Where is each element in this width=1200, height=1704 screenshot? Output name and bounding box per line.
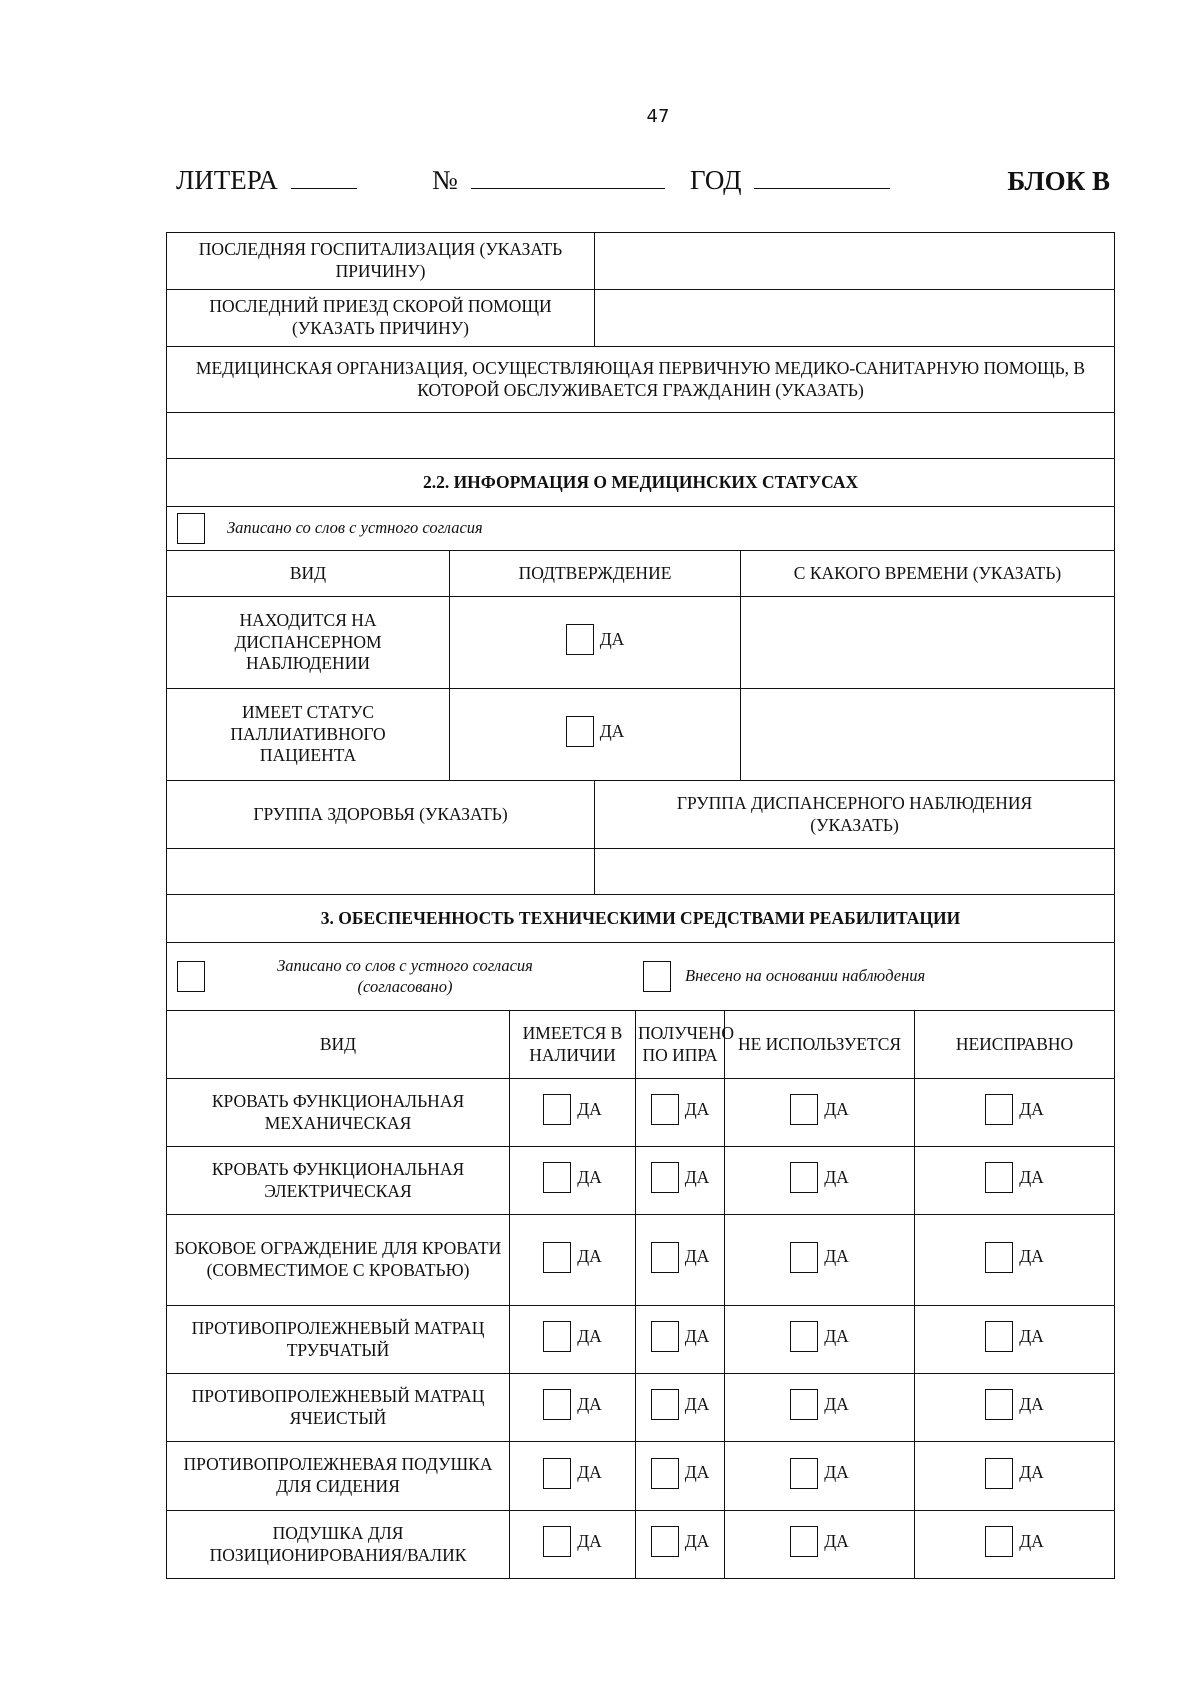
- yes-label: ДА: [684, 1530, 710, 1551]
- section-3-consent-row: [167, 943, 1115, 1011]
- broken-checkbox[interactable]: [985, 1162, 1013, 1193]
- item-label: ПОДУШКА ДЛЯ ПОЗИЦИОНИРОВАНИЯ/ВАЛИК: [167, 1511, 510, 1579]
- item-label: КРОВАТЬ ФУНКЦИОНАЛЬНАЯ ЭЛЕКТРИЧЕСКАЯ: [167, 1147, 510, 1215]
- have-checkbox[interactable]: [543, 1162, 571, 1193]
- yes-label: ДА: [1019, 1246, 1044, 1267]
- status-palliative-since[interactable]: [741, 689, 1115, 781]
- have-checkbox[interactable]: [543, 1094, 571, 1125]
- last-hospitalization-value[interactable]: [595, 233, 1115, 290]
- item-label: БОКОВОЕ ОГРАЖДЕНИЕ ДЛЯ КРОВАТИ (СОВМЕСТИМОЕ С КРОВАТЬЮ): [167, 1215, 510, 1306]
- col-header-since: С КАКОГО ВРЕМЕНИ (УКАЗАТЬ): [741, 551, 1115, 597]
- yes-label: ДА: [577, 1393, 602, 1414]
- year-blank[interactable]: [754, 162, 890, 189]
- yes-label: ДА: [577, 1166, 602, 1187]
- dispensary-group-label: ГРУППА ДИСПАНСЕРНОГО НАБЛЮДЕНИЯ (УКАЗАТЬ): [595, 781, 1115, 849]
- yes-label: ДА: [824, 1325, 849, 1346]
- last-ambulance-label: ПОСЛЕДНИЙ ПРИЕЗД СКОРОЙ ПОМОЩИ (УКАЗАТЬ ПРИЧИНУ): [167, 290, 595, 347]
- yes-label: ДА: [1019, 1462, 1044, 1483]
- status-dispensary-label: НАХОДИТСЯ НА ДИСПАНСЕРНОМ НАБЛЮДЕНИИ: [167, 597, 450, 689]
- broken-checkbox[interactable]: [985, 1458, 1013, 1489]
- broken-checkbox[interactable]: [985, 1242, 1013, 1273]
- unused-checkbox[interactable]: [790, 1458, 818, 1489]
- yes-label: ДА: [577, 1246, 602, 1267]
- dispensary-yes-label: ДА: [599, 628, 625, 649]
- yes-label: ДА: [1019, 1393, 1044, 1414]
- have-checkbox[interactable]: [543, 1242, 571, 1273]
- yes-label: ДА: [1019, 1166, 1044, 1187]
- block-label: БЛОК В: [1007, 166, 1110, 196]
- s3-col-broken: НЕИСПРАВНО: [915, 1011, 1115, 1079]
- litera-blank[interactable]: [291, 162, 357, 189]
- status-palliative-confirm: [450, 689, 741, 781]
- palliative-yes-label: ДА: [599, 720, 625, 741]
- last-ambulance-value[interactable]: [595, 290, 1115, 347]
- table-row: [167, 1079, 1115, 1147]
- broken-checkbox[interactable]: [985, 1526, 1013, 1557]
- table-row: [167, 1374, 1115, 1442]
- unused-checkbox[interactable]: [790, 1321, 818, 1352]
- number-label: №: [432, 165, 458, 195]
- yes-label: ДА: [684, 1246, 710, 1267]
- yes-label: ДА: [577, 1325, 602, 1346]
- s3-col-have: ИМЕЕТСЯ В НАЛИЧИИ: [510, 1011, 636, 1079]
- item-label: КРОВАТЬ ФУНКЦИОНАЛЬНАЯ МЕХАНИЧЕСКАЯ: [167, 1079, 510, 1147]
- yes-label: ДА: [1019, 1098, 1044, 1119]
- section-22-consent-row: [167, 507, 1115, 551]
- year-field: [690, 162, 890, 196]
- have-checkbox[interactable]: [543, 1458, 571, 1489]
- status-dispensary-confirm: [450, 597, 741, 689]
- yes-label: ДА: [684, 1325, 710, 1346]
- table-row: [167, 1442, 1115, 1511]
- table-row: [167, 1215, 1115, 1306]
- yes-label: ДА: [577, 1530, 602, 1551]
- table-row: [167, 1306, 1115, 1374]
- yes-label: ДА: [824, 1166, 849, 1187]
- page-number: 47: [646, 106, 670, 127]
- unused-checkbox[interactable]: [790, 1242, 818, 1273]
- col-header-type: ВИД: [167, 551, 450, 597]
- litera-field: [176, 162, 357, 196]
- health-group-value[interactable]: [167, 849, 595, 895]
- unused-checkbox[interactable]: [790, 1526, 818, 1557]
- status-palliative-label: ИМЕЕТ СТАТУС ПАЛЛИАТИВНОГО ПАЦИЕНТА: [167, 689, 450, 781]
- yes-label: ДА: [1019, 1325, 1044, 1346]
- table-row: [167, 1511, 1115, 1579]
- form-header: [176, 162, 1110, 202]
- yes-label: ДА: [824, 1393, 849, 1414]
- palliative-yes-checkbox[interactable]: [566, 716, 594, 747]
- section-3-title: 3. ОБЕСПЕЧЕННОСТЬ ТЕХНИЧЕСКИМИ СРЕДСТВАМИ РЕАБИЛИТАЦИИ: [167, 895, 1115, 943]
- received-checkbox[interactable]: [651, 1389, 679, 1420]
- received-checkbox[interactable]: [651, 1321, 679, 1352]
- received-checkbox[interactable]: [651, 1094, 679, 1125]
- litera-label: ЛИТЕРА: [176, 165, 278, 195]
- yes-label: ДА: [684, 1462, 710, 1483]
- medical-org-label: МЕДИЦИНСКАЯ ОРГАНИЗАЦИЯ, ОСУЩЕСТВЛЯЮЩАЯ ПЕРВИЧНУЮ МЕДИКО-САНИТАРНУЮ ПОМОЩЬ, В КОТОРОЙ ОБСЛУЖИВАЕТСЯ ГРАЖДАНИН (УКАЗАТЬ): [167, 347, 1115, 413]
- item-label: ПРОТИВОПРОЛЕЖНЕВЫЙ МАТРАЦ ЯЧЕИСТЫЙ: [167, 1374, 510, 1442]
- s3-observation-label: Внесено на основании наблюдения: [685, 966, 926, 986]
- last-hospitalization-label: ПОСЛЕДНЯЯ ГОСПИТАЛИЗАЦИЯ (УКАЗАТЬ ПРИЧИНУ): [167, 233, 595, 290]
- col-header-confirm: ПОДТВЕРЖДЕНИЕ: [450, 551, 741, 597]
- section-22-title: 2.2. ИНФОРМАЦИЯ О МЕДИЦИНСКИХ СТАТУСАХ: [167, 459, 1115, 507]
- dispensary-yes-checkbox[interactable]: [566, 624, 594, 655]
- yes-label: ДА: [824, 1098, 849, 1119]
- dispensary-group-value[interactable]: [595, 849, 1115, 895]
- item-label: ПРОТИВОПРОЛЕЖНЕВАЯ ПОДУШКА ДЛЯ СИДЕНИЯ: [167, 1442, 510, 1511]
- yes-label: ДА: [577, 1462, 602, 1483]
- table-row: [167, 1147, 1115, 1215]
- consent-label: Записано со слов с устного согласия: [227, 518, 483, 538]
- unused-checkbox[interactable]: [790, 1389, 818, 1420]
- s3-consent-checkbox[interactable]: [177, 961, 205, 992]
- received-checkbox[interactable]: [651, 1458, 679, 1489]
- s3-col-received: ПОЛУЧЕНО ПО ИПРА: [636, 1011, 725, 1079]
- unused-checkbox[interactable]: [790, 1094, 818, 1125]
- have-checkbox[interactable]: [543, 1321, 571, 1352]
- status-dispensary-since[interactable]: [741, 597, 1115, 689]
- s3-observation-checkbox[interactable]: [643, 961, 671, 992]
- year-label: ГОД: [690, 165, 742, 195]
- broken-checkbox[interactable]: [985, 1389, 1013, 1420]
- form-table: [166, 232, 1115, 1579]
- yes-label: ДА: [684, 1098, 710, 1119]
- yes-label: ДА: [684, 1166, 710, 1187]
- yes-label: ДА: [824, 1530, 849, 1551]
- received-checkbox[interactable]: [651, 1526, 679, 1557]
- yes-label: ДА: [684, 1393, 710, 1414]
- s3-col-type: ВИД: [167, 1011, 510, 1079]
- have-checkbox[interactable]: [543, 1526, 571, 1557]
- s3-col-unused: НЕ ИСПОЛЬЗУЕТСЯ: [725, 1011, 915, 1079]
- number-field: [432, 162, 665, 196]
- yes-label: ДА: [824, 1246, 849, 1267]
- s3-consent-label: Записано со слов с устного согласия (согласовано): [277, 955, 533, 996]
- broken-checkbox[interactable]: [985, 1321, 1013, 1352]
- yes-label: ДА: [1019, 1530, 1044, 1551]
- item-label: ПРОТИВОПРОЛЕЖНЕВЫЙ МАТРАЦ ТРУБЧАТЫЙ: [167, 1306, 510, 1374]
- unused-checkbox[interactable]: [790, 1162, 818, 1193]
- broken-checkbox[interactable]: [985, 1094, 1013, 1125]
- yes-label: ДА: [824, 1462, 849, 1483]
- received-checkbox[interactable]: [651, 1162, 679, 1193]
- consent-checkbox[interactable]: [177, 513, 205, 544]
- yes-label: ДА: [577, 1098, 602, 1119]
- received-checkbox[interactable]: [651, 1242, 679, 1273]
- number-blank[interactable]: [471, 162, 665, 189]
- have-checkbox[interactable]: [543, 1389, 571, 1420]
- medical-org-value[interactable]: [167, 413, 1115, 459]
- health-group-label: ГРУППА ЗДОРОВЬЯ (УКАЗАТЬ): [167, 781, 595, 849]
